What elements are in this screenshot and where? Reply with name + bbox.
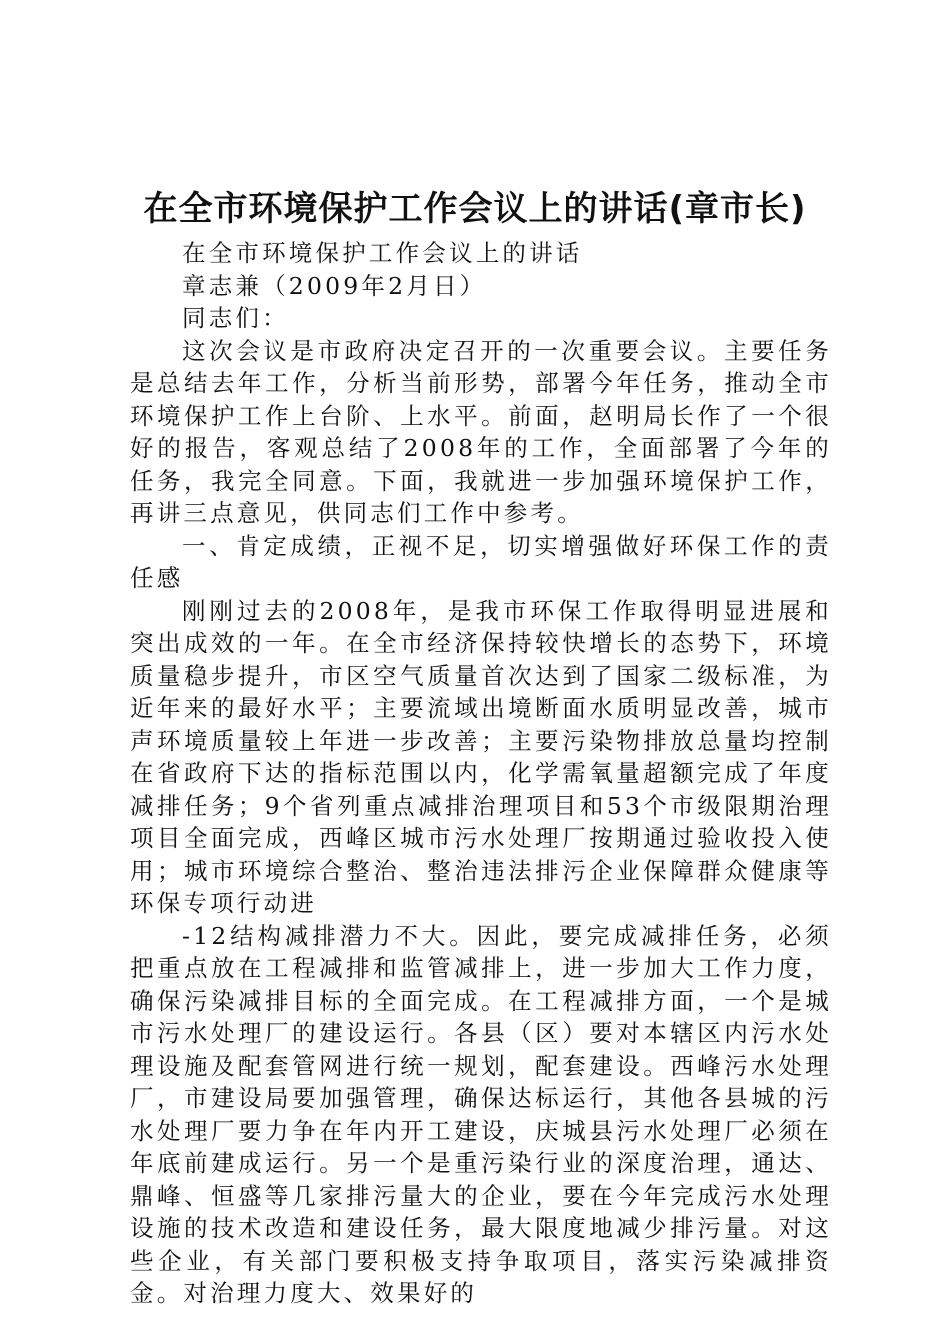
- body-paragraph: 这次会议是市政府决定召开的一次重要会议。主要任务是总结去年工作，分析当前形势，部署今年任务，推动全市环境保护工作上台阶、上水平。前面，赵明局长作了一个很好的报告，客观总结了2008年的工作，全面部署了今年的任务，我完全同意。下面，我就进一步加强环境保护工作，再讲三点意见，供同志们工作中参考。: [130, 336, 832, 527]
- speaker-date-line: 章志兼（2009年2月日）: [182, 271, 487, 300]
- body-paragraph: 刚刚过去的2008年，是我市环保工作取得明显进展和突出成效的一年。在全市经济保持较快增长的态势下，环境质量稳步提升，市区空气质量首次达到了国家二级标准，为近年来的最好水平；主要流域出境断面水质明显改善，城市声环境质量较上年进一步改善；主要污染物排放总量均控制在省政府下达的指标范围以内，化学需氧量超额完成了年度减排任务；9个省列重点减排治理项目和53个市级限期治理项目全面完成，西峰区城市污水处理厂按期通过验收投入使用；城市环境综合整治、整治违法排污企业保障群众健康等环保专项行动进: [130, 596, 832, 917]
- salutation: 同志们：: [182, 304, 289, 332]
- body-paragraph: -12结构减排潜力不大。因此，要完成减排任务，必须把重点放在工程减排和监管减排上，进一步加大工作力度，确保污染减排目标的全面完成。在工程减排方面，一个是城市污水处理厂的建设运行。各县（区）要对本辖区内污水处理设施及配套管网进行统一规划，配套建设。西峰污水处理厂，市建设局要加强管理，确保达标运行，其他各县城的污水处理厂要力争在年内开工建设，庆城县污水处理厂必须在年底前建成运行。另一个是重污染行业的深度治理，通达、鼎峰、恒盛等几家排污量大的企业，要在今年完成污水处理设施的技术改造和建设任务，最大限度地减少排污量。对这些企业，有关部门要积极支持争取项目，落实污染减排资金。对治理力度大、效果好的: [130, 921, 832, 1307]
- document-title: 在全市环境保护工作会议上的讲话(章市长): [143, 189, 807, 229]
- speech-subtitle: 在全市环境保护工作会议上的讲话: [182, 239, 583, 267]
- document-body: [130, 237, 832, 1310]
- section-heading: 一、肯定成绩，正视不足，切实增强做好环保工作的责任感: [130, 531, 832, 592]
